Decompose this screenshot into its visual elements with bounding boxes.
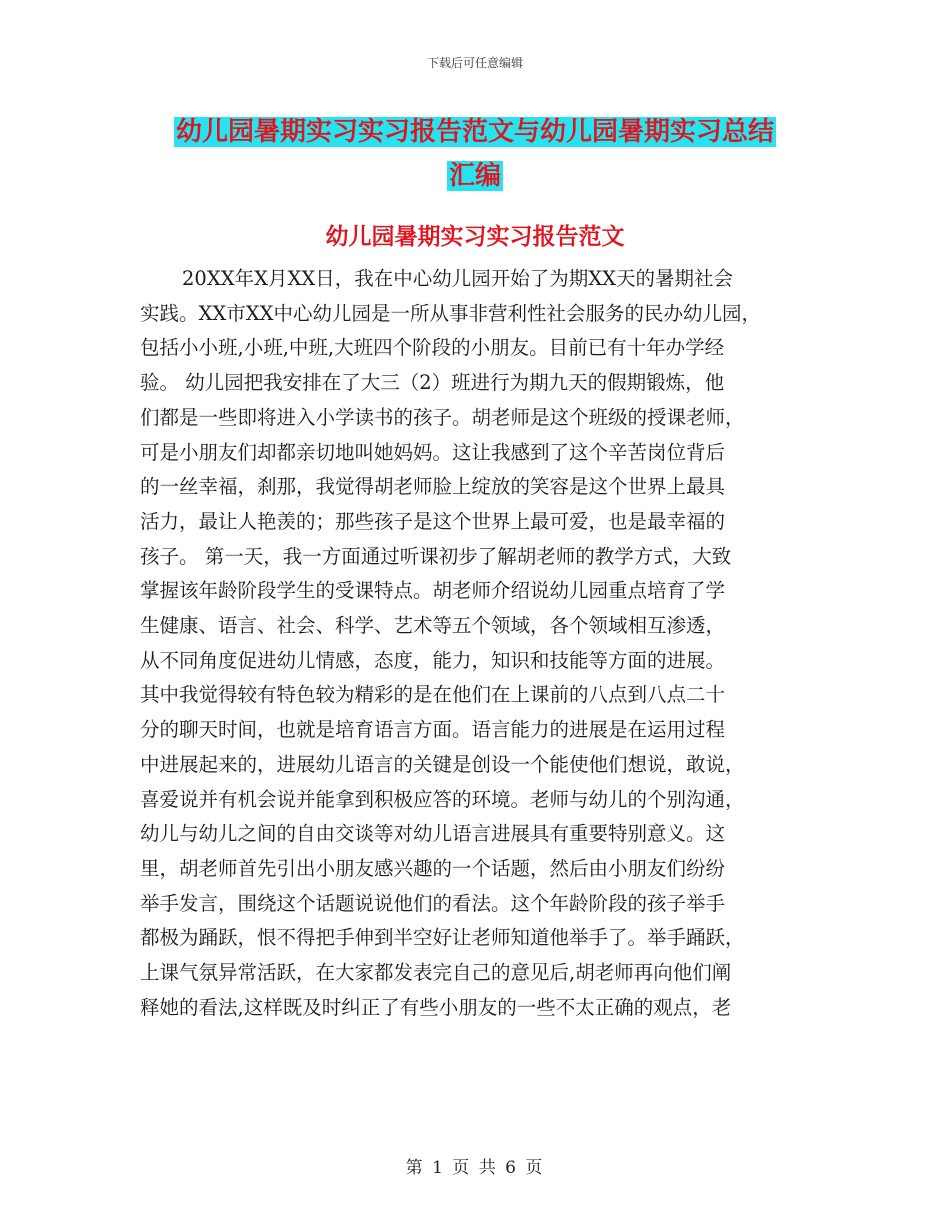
body-line: 举手发言，围绕这个话题说说他们的看法。这个年龄阶段的孩子举手 [140,891,726,915]
body-line: 上课气氛异常活跃，在大家都发表完自己的意见后,胡老师再向他们阐 [140,961,732,985]
body-line: 幼儿与幼儿之间的自由交谈等对幼儿语言进展具有重要特别意义。这 [140,822,726,846]
body-line: 生健康、语言、社会、科学、艺术等五个领域，各个领域相互渗透， [140,614,726,638]
section-title: 幼儿园暑期实习实习报告范文 [325,224,625,250]
body-line: 孩子。 第一天，我一方面通过听课初步了解胡老师的教学方式，大致 [140,544,732,568]
body-line: 验。 幼儿园把我安排在了大三（2）班进行为期九天的假期锻炼，他 [140,371,725,395]
body-line: 掌握该年龄阶段学生的受课特点。胡老师介绍说幼儿园重点培育了学 [140,579,726,603]
main-title-line-2: 汇编 [448,161,501,191]
body-line: 20XX年X月XX日，我在中心幼儿园开始了为期XX天的暑期社会 [182,267,733,290]
body-paragraph [140,262,810,1025]
body-line: 喜爱说并有机会说并能拿到积极应答的环境。老师与幼儿的个别沟通， [140,787,745,811]
page-footer: 第 1 页 共 6 页 [405,1158,545,1178]
main-title-line-1: 幼儿园暑期实习实习报告范文与幼儿园暑期实习总结 [175,117,774,147]
body-line: 从不同角度促进幼儿情感，态度，能力，知识和技能等方面的进展。 [140,648,726,672]
body-line: 里，胡老师首先引出小朋友感兴趣的一个话题，然后由小朋友们纷纷 [140,856,726,880]
body-line: 实践。XX市XX中心幼儿园是一所从事非营利性社会服务的民办幼儿园， [140,301,762,325]
header-note: 下载后可任意编辑 [426,56,523,70]
body-line: 中进展起来的，进展幼儿语言的关键是创设一个能使他们想说，敢说， [140,752,745,776]
body-line: 释她的看法,这样既及时纠正了有些小朋友的一些不太正确的观点，老 [140,995,732,1019]
main-title [150,110,800,198]
body-line: 分的聊天时间，也就是培育语言方面。语言能力的进展是在运用过程 [140,718,726,742]
body-line: 活力，最让人艳羡的；那些孩子是这个世界上最可爱，也是最幸福的 [140,509,726,533]
body-line: 包括小小班,小班,中班,大班四个阶段的小朋友。目前已有十年办学经 [140,336,725,360]
body-line: 其中我觉得较有特色较为精彩的是在他们在上课前的八点到八点二十 [140,683,726,707]
body-line: 都极为踊跃，恨不得把手伸到半空好让老师知道他举手了。举手踊跃， [140,926,745,950]
body-line: 的一丝幸福，刹那，我觉得胡老师脸上绽放的笑容是这个世界上最具 [140,475,726,499]
body-line: 们都是一些即将进入小学读书的孩子。胡老师是这个班级的授课老师， [140,405,745,429]
body-line: 可是小朋友们却都亲切地叫她妈妈。这让我感到了这个辛苦岗位背后 [140,440,726,464]
